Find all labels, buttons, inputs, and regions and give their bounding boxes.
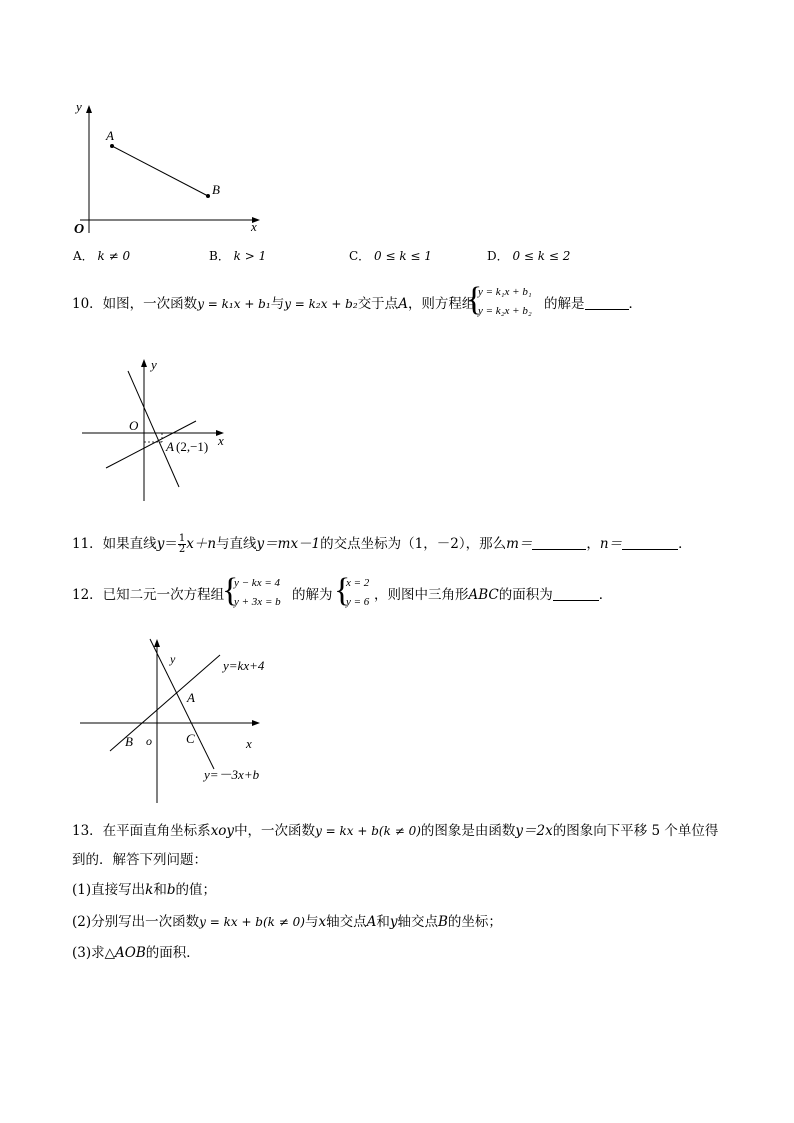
point-b-label: B [212, 182, 220, 197]
q12-solution: x = 2 y = 6 [346, 577, 370, 608]
point-b [206, 194, 210, 198]
q10-system: y = k₁x + b₁ y = k₂x + b₂ [478, 286, 532, 317]
option-a[interactable]: A． k ≠ 0 [73, 249, 131, 263]
figure-segment-ab [70, 95, 270, 240]
origin-label: o [146, 734, 152, 748]
q10-suffix: 的解是 ． [544, 296, 642, 312]
question-13-part2: (2)分别写出一次函数y = kx + b(k ≠ 0)与x轴交点A和y轴交点B的坐标； [72, 914, 502, 930]
figure-q10 [78, 355, 238, 505]
question-13-line2: 到的．解答下列问题： [72, 852, 207, 868]
q10-answer-blank[interactable] [585, 295, 629, 310]
x-axis-label: x [246, 736, 252, 751]
point-a-label: A [106, 128, 114, 143]
line1-label: y=kx+4 [223, 658, 265, 673]
q12-system: y − kx = 4 y + 3x = b [234, 577, 281, 608]
q12-mid: 的解为 [292, 587, 333, 603]
point-c-label: C [186, 731, 195, 746]
point-a-label: A [166, 439, 174, 454]
question-13-line1: 13．在平面直角坐标系xoy中，一次函数y = kx + b(k ≠ 0)的图象是由函数y＝2x的图象向下平移 5 个单位得 [72, 823, 719, 839]
y-axis-label: y [151, 357, 157, 372]
figure-q12 [76, 635, 276, 805]
y-axis-label: y [170, 652, 176, 666]
option-c[interactable]: C． 0 ≤ k ≤ 1 [349, 249, 432, 263]
question-13-part3: (3)求△AOB的面积． [72, 945, 200, 961]
x-axis-arrow [252, 720, 260, 726]
q12-system-brace: { [222, 572, 239, 609]
x-axis-label: x [251, 219, 257, 234]
line2-label: y=－3x+b [204, 767, 260, 782]
origin-label: O [129, 418, 139, 433]
question-10: 10．如图，一次函数y = k₁x + b₁与y = k₂x + b₂交于点A，则方程组 [72, 296, 476, 312]
fraction-one-half: $\frac{1}{2}$ [178, 533, 186, 555]
point-a-coordinate: (2,−1) [176, 439, 209, 454]
x-axis-label: x [218, 433, 224, 448]
option-b[interactable]: B． k > 1 [209, 249, 267, 263]
q11-m-blank[interactable] [532, 535, 586, 550]
question-13-part1: (1)直接写出k和b的值； [72, 882, 216, 898]
y-axis-arrow [86, 105, 92, 113]
q10-system-brace: { [466, 281, 483, 318]
y-axis-arrow [141, 359, 147, 367]
question-12: 12．已知二元一次方程组 [72, 587, 225, 603]
q12-answer-blank[interactable] [553, 586, 599, 601]
point-a [110, 144, 114, 148]
q11-n-blank[interactable] [622, 535, 678, 550]
line-minus-3x-plus-b [150, 639, 214, 769]
y-axis-label: y [76, 99, 82, 114]
q12-suffix: ，则图中三角形ABC的面积为 ． [374, 587, 613, 603]
y-axis-arrow [154, 639, 160, 647]
segment-ab [112, 146, 208, 196]
origin-label: O [74, 222, 85, 237]
point-b-label: B [125, 734, 133, 749]
point-a-label: A [187, 690, 195, 705]
question-11: 11．如果直线y＝ $\frac{1}{2}$ x＋n与直线y＝mx－1的交点坐标为（1，－2），那么m＝ ，n＝ ． [72, 533, 692, 555]
q12-solution-brace: { [334, 572, 351, 609]
option-d[interactable]: D． 0 ≤ k ≤ 2 [487, 249, 571, 263]
